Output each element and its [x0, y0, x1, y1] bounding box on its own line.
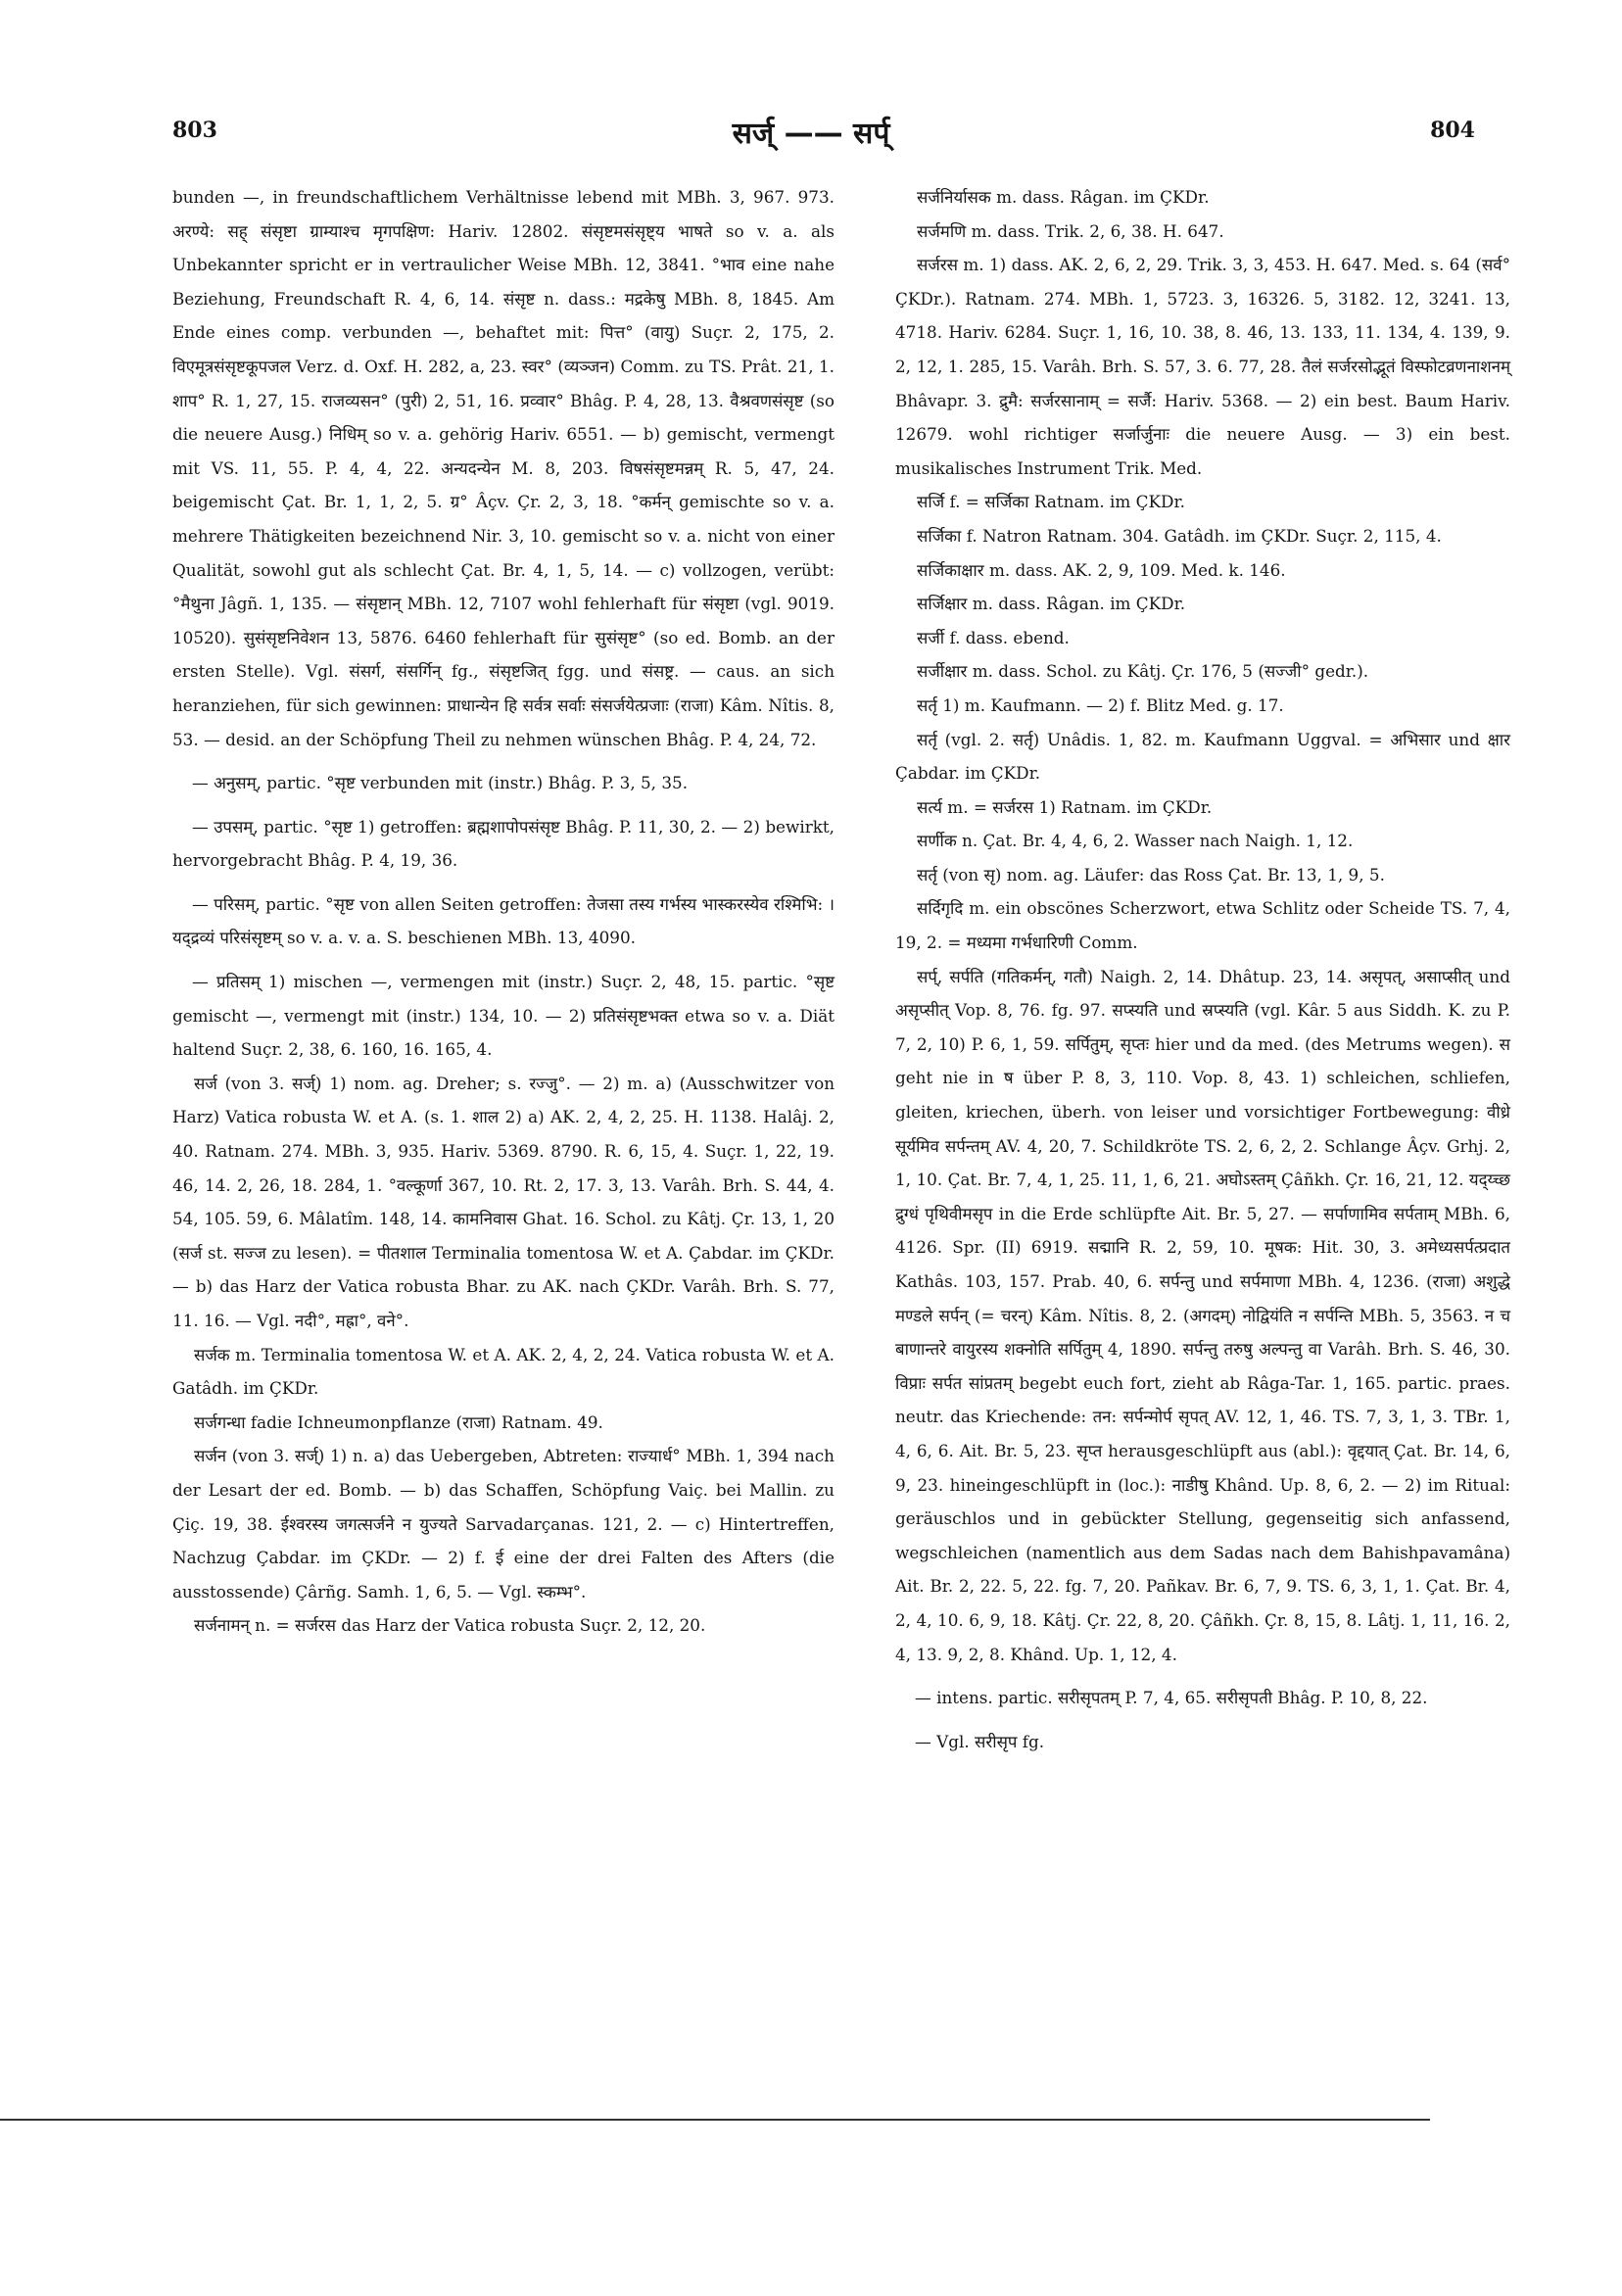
- entry-sarjanaman: सर्जनामन् n. = सर्जरस das Harz der Vatica robusta Suçr. 2, 12, 20.: [194, 1615, 706, 1636]
- entry-sardigrdi: सर्दिगृदि m. ein obscönes Scherzwort, etwa Schlitz oder Scheide TS. 7, 4, 19, 2. = मध्यमा गर्भधारिणी Comm.: [895, 898, 1510, 953]
- entry-sarp-intens: — intens. partic. सरीसृपतम् P. 7, 4, 65. सरीसृपती Bhâg. P. 10, 8, 22.: [915, 1688, 1428, 1708]
- entry-anusam: — अनुसम्, partic. °सृष्ट verbunden mit (instr.) Bhâg. P. 3, 5, 35.: [192, 773, 689, 793]
- entry-sartya: सर्त्य m. = सर्जरस 1) Ratnam. im ÇKDr.: [917, 796, 1213, 817]
- entry-sarjana: सर्जन (von 3. सर्ज्) 1) n. a) das Uebergeben, Abtreten: राज्यार्ध° MBh. 1, 394 nach der Lesart der ed. Bomb. — b) das Schaffen, Schöpfung Vaiç. bei Mallin. zu Çiç. 19, 38. ईश्वरस्य जगत्सर्जने न युज्यते Sarvadarçanas. 121, 2. — c) Hintertreffen, Nachzug Çabdar. im ÇKDr. — 2) f. ई eine der drei Falten des Afters (die ausstossende) Çârñg. Samh. 1, 6, 5. — Vgl. स्कम्भ°.: [172, 1446, 835, 1602]
- entry-sarjikshara: सर्जिक्षार m. dass. Râgan. im ÇKDr.: [917, 594, 1186, 614]
- right-column: [895, 180, 1510, 1758]
- entry-sarjikshara-2: सर्जीक्षार m. dass. Schol. zu Kâtj. Çr. 176, 5 (सज्जी° gedr.).: [917, 661, 1369, 682]
- entry-sartr-2: सर्तृ (vgl. 2. सर्तृ) Unâdis. 1, 82. m. Kaufmann Uggval. = अभिसार und क्षार Çabdar. im ÇKDr.: [895, 729, 1510, 784]
- entry-sartr: सर्तृ 1) m. Kaufmann. — 2) f. Blitz Med. g. 17.: [917, 694, 1284, 715]
- entry-sartr-3: सर्तृ (von सृ) nom. ag. Läufer: das Ross Çat. Br. 13, 1, 9, 5.: [917, 864, 1385, 885]
- entry-sarjaniryasaka: सर्जनिर्यासक m. dass. Râgan. im ÇKDr.: [917, 187, 1210, 207]
- entry-sarjaka: सर्जक m. Terminalia tomentosa W. et A. AK. 2, 4, 2, 24. Vatica robusta W. et A. Gatâdh. im ÇKDr.: [172, 1344, 835, 1399]
- entry-sarp: सर्प्, सर्पति (गतिकर्मन्, गतौ) Naigh. 2, 14. Dhâtup. 23, 14. असृपत्, असाप्सीत् und असृप्सीत् Vop. 8, 76. fg. 97. सप्स्यति und स्रप्स्यति (vgl. Kâr. 5 aus Siddh. K. zu P. 7, 2, 10) P. 6, 1, 59. सर्पितुम्, सृप्तः hier und da med. (des Metrums wegen). स geht nie in ष über P. 8, 3, 110. Vop. 8, 43. 1) schleichen, schliefen, gleiten, kriechen, überh. von leiser und vorsichtiger Fortbewegung: वीध्रे सूर्यमिव सर्पन्तम् AV. 4, 20, 7. Schildkröte TS. 2, 6, 2, 2. Schlange Âçv. Grhj. 2, 1, 10. Çat. Br. 7, 4, 1, 25. 11, 1, 6, 21. अघोऽस्तम् Çâñkh. Çr. 16, 21, 12. यद्य्च्छ द्रुग्धं पृथिवीमसृप in die Erde schlüpfte Ait. Br. 5, 27. — सर्पाणामिव सर्पताम् MBh. 6, 4126. Spr. (II) 6919. सद्मानि R. 2, 59, 10. मूषक: Hit. 30, 3. अमेध्यसर्पत्प्रदात Kathâs. 103, 157. Prab. 40, 6. सर्पन्तु und सर्पमाणा MBh. 4, 1236. (राजा) अशुद्धे मण्डले सर्पन् (= चरन्) Kâm. Nîtis. 8, 2. (अगदम्) नोद्वियंति न सर्पन्ति MBh. 5, 3563. न च बाणान्तरे वायुरस्य शक्नोति सर्पितुम् 4, 1890. सर्पन्तु तरुषु अल्पन्तु वा Varâh. Brh. S. 46, 30. विप्राः सर्पत सांप्रतम् begebt euch fort, zieht ab Râga-Tar. 1, 165. partic. praes. neutr. das Kriechende: तन: सर्पन्मोर्प सृपत् AV. 12, 1, 46. TS. 7, 3, 1, 3. TBr. 1, 4, 6, 6. Ait. Br. 5, 23. सृप्त herausgeschlüpft aus (abl.): वृद्दयात् Çat. Br. 14, 6, 9, 23. hineingeschlüpft in (loc.): नाडीषु Khând. Up. 8, 6, 2. — 2) im Ritual: geräuschlos und in gebückter Stellung, gegenseitig sich anfassend, wegschleichen (namentlich aus dem Sadas nach dem Bahishpavamâna) Ait. Br. 2, 22. 5, 22. fg. 7, 20. Pañkav. Br. 6, 7, 9. TS. 6, 3, 1, 1. Çat. Br. 4, 2, 4, 10. 6, 9, 18. Kâtj. Çr. 22, 8, 20. Çâñkh. Çr. 8, 15, 8. Lâtj. 1, 11, 16. 2, 4, 13. 9, 2, 8. Khând. Up. 1, 12, 4.: [895, 966, 1510, 1664]
- entry-sarji-f: सर्जी f. dass. ebend.: [917, 627, 1070, 647]
- entry-sarjika: सर्जिका f. Natron Ratnam. 304. Gatâdh. im ÇKDr. Suçr. 2, 115, 4.: [917, 525, 1442, 546]
- entry-sarja: सर्ज (von 3. सर्ज्) 1) nom. ag. Dreher; s. रज्जु°. — 2) m. a) (Ausschwitzer von Harz) Vatica robusta W. et A. (s. 1. शाल 2) a) AK. 2, 4, 2, 25. H. 1138. Halâj. 2, 40. Ratnam. 274. MBh. 3, 935. Hariv. 5369. 8790. R. 6, 15, 4. Suçr. 1, 22, 19. 46, 14. 2, 26, 18. 284, 1. °वल्कूर्णा 367, 10. Rt. 2, 17. 3, 13. Varâh. Brh. S. 44, 4. 54, 105. 59, 6. Mâlatîm. 148, 14. कामनिवास Ghat. 16. Schol. zu Kâtj. Çr. 13, 1, 20 (सर्ज st. सज्ज zu lesen). = पीतशाल Terminalia tomentosa W. et A. Çabdar. im ÇKDr. — b) das Harz der Vatica robusta Bhar. zu AK. nach ÇKDr. Varâh. Brh. S. 77, 11. 16. — Vgl. नदी°, मह्रा°, वने°.: [172, 1073, 835, 1330]
- bottom-rule: [0, 2119, 1430, 2121]
- entry-sarp-vgl: — Vgl. सरीसृप fg.: [915, 1731, 1045, 1751]
- page-number-left: 803: [172, 118, 217, 143]
- entry-sarjagandha: सर्जगन्धा fadie Ichneumonpflanze (राजा) Ratnam. 49.: [194, 1411, 603, 1432]
- entry-sarji: सर्जि f. = सर्जिका Ratnam. im ÇKDr.: [917, 492, 1185, 512]
- page-number-right: 804: [1430, 118, 1475, 143]
- left-column: [172, 180, 835, 1643]
- entry-continuation: bunden —, in freundschaftlichem Verhältnisse lebend mit MBh. 3, 967. 973. अरण्ये: सह् संसृष्टा ग्राम्याश्च मृगपक्षिण: Hariv. 12802. संसृष्टमसंसृष्ट्य भाषते so v. a. als Unbekannter spricht er in vertraulicher Weise MBh. 12, 3841. °भाव eine nahe Beziehung, Freundschaft R. 4, 6, 14. संसृष्ट n. dass.: मद्रकेषु MBh. 8, 1845. Am Ende eines comp. verbunden —, behaftet mit: पित्त° (वायु) Suçr. 2, 175, 2. विएमूत्रसंसृष्टकूपजल Verz. d. Oxf. H. 282, a, 23. स्वर° (व्यञ्जन) Comm. zu TS. Prât. 21, 1. शाप° R. 1, 27, 15. राजव्यसन° (पुरी) 2, 51, 16. प्रव्वार° Bhâg. P. 4, 28, 13. वैश्रवणसंसृष्ट (so die neuere Ausg.) निधिम् so v. a. gehörig Hariv. 6551. — b) gemischt, vermengt mit VS. 11, 55. P. 4, 4, 22. अन्यदन्येन M. 8, 203. विषसंसृष्टमन्नम् R. 5, 47, 24. beigemischt Çat. Br. 1, 1, 2, 5. ग्र° Âçv. Çr. 2, 3, 18. °कर्मन् gemischte so v. a. mehrere Thätigkeiten bezeichnend Nir. 3, 10. gemischt so v. a. nicht von einer Qualität, sowohl gut als schlecht Çat. Br. 4, 1, 5, 14. — c) vollzogen, verübt: °मैथुना Jâgñ. 1, 135. — संसृष्टान् MBh. 12, 7107 wohl fehlerhaft für संसृष्टा (vgl. 9019. 10520). सुसंसृष्टनिवेशन 13, 5876. 6460 fehlerhaft für सुसंसृष्ट° (so ed. Bomb. an der ersten Stelle). Vgl. संसर्ग, संसर्गिन् fg., संसृष्टजित् fgg. und संसष्ट्र. — caus. an sich heranziehen, für sich gewinnen: प्राधान्येन हि सर्वत्र सर्वाः संसर्जयेत्प्रजाः (राजा) Kâm. Nîtis. 8, 53. — desid. an der Schöpfung Theil zu nehmen wünschen Bhâg. P. 4, 24, 72.: [172, 187, 835, 749]
- running-headword: सर्ज् —— सर्प्: [732, 117, 890, 151]
- entry-parisam: — परिसम्, partic. °सृष्ट von allen Seiten getroffen: तेजसा तस्य गर्भस्य भास्करस्येव रश्मिभि: । यद्द्रव्यं परिसंसृष्टम् so v. a. v. a. S. beschienen MBh. 13, 4090.: [172, 893, 835, 948]
- entry-sarjarasa: सर्जरस m. 1) dass. AK. 2, 6, 2, 29. Trik. 3, 3, 453. H. 647. Med. s. 64 (सर्व° ÇKDr.). Ratnam. 274. MBh. 1, 5723. 3, 16326. 5, 3182. 12, 3241. 13, 4718. Hariv. 6284. Suçr. 1, 16, 10. 38, 8. 46, 13. 133, 11. 134, 4. 139, 9. 2, 12, 1. 285, 15. Varâh. Brh. S. 57, 3. 6. 77, 28. तैलं सर्जरसोद्भूतं विस्फोटव्रणनाशनम् Bhâvapr. 3. द्रुमै: सर्जरसानाम् = सर्जै: Hariv. 5368. — 2) ein best. Baum Hariv. 12679. wohl richtiger सर्जार्जुनाः die neuere Ausg. — 3) ein best. musikalisches Instrument Trik. Med.: [895, 255, 1510, 478]
- entry-sarjamani: सर्जमणि m. dass. Trik. 2, 6, 38. H. 647.: [917, 220, 1224, 241]
- entry-upasam: — उपसम्, partic. °सृष्ट 1) getroffen: ब्रह्मशापोपसंसृष्ट Bhâg. P. 11, 30, 2. — 2) bewirkt, hervorgebracht Bhâg. P. 4, 19, 36.: [172, 816, 835, 871]
- entry-pratisam: — प्रतिसम् 1) mischen —, vermengen mit (instr.) Suçr. 2, 48, 15. partic. °सृष्ट gemischt —, vermengt mit (instr.) 134, 10. — 2) प्रतिसंसृष्टभक्त etwa so v. a. Diät haltend Suçr. 2, 38, 6. 160, 16. 165, 4.: [172, 972, 835, 1060]
- entry-sarnika: सर्णीक n. Çat. Br. 4, 4, 6, 2. Wasser nach Naigh. 1, 12.: [917, 831, 1354, 851]
- entry-sarjikakshara: सर्जिकाक्षार m. dass. AK. 2, 9, 109. Med. k. 146.: [917, 559, 1286, 580]
